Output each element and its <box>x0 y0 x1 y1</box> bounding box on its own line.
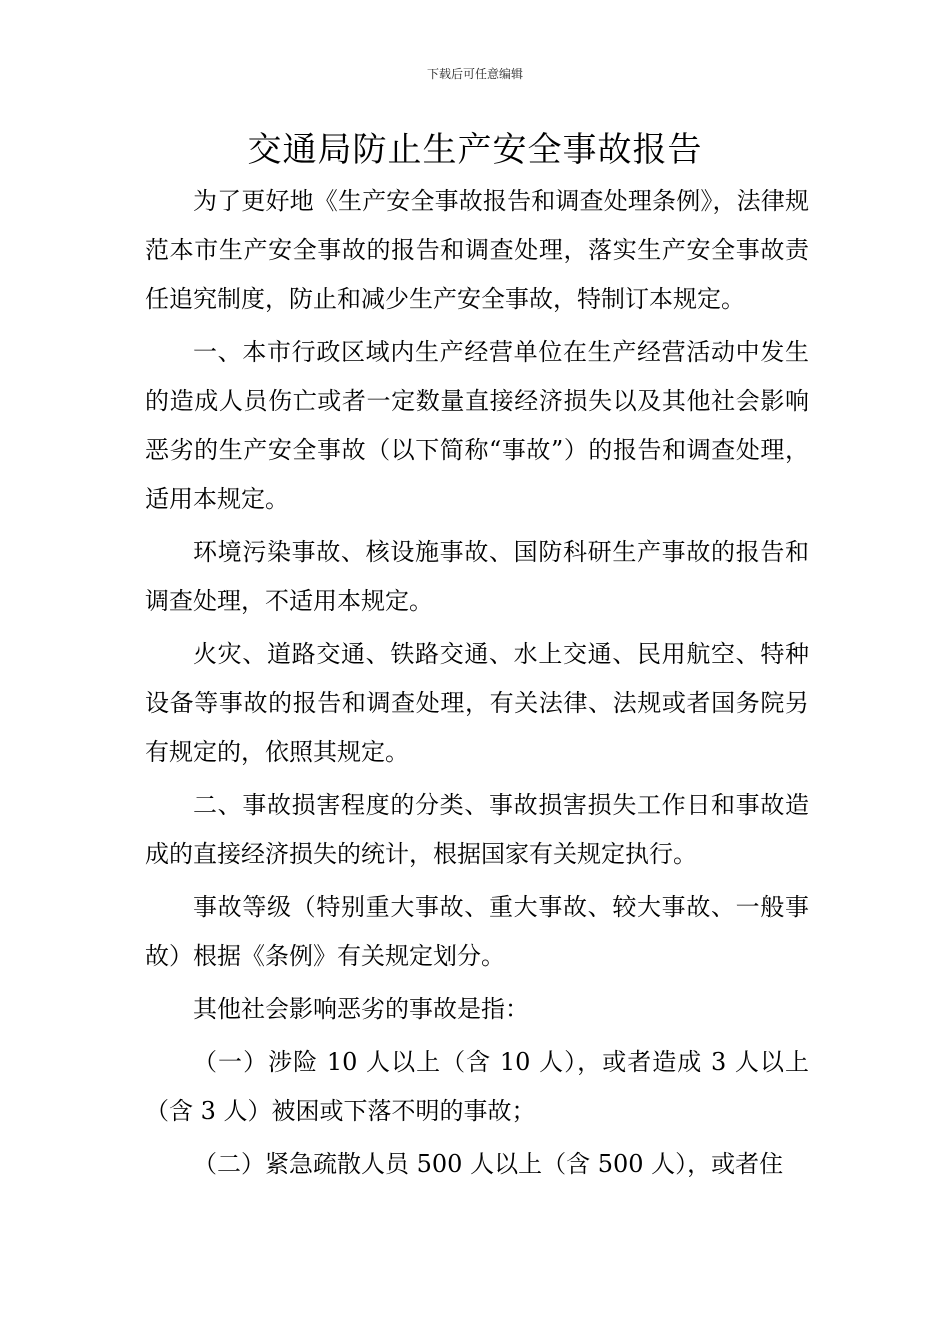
header-note: 下载后可任意编辑 <box>426 67 523 81</box>
paragraph-special-regulations: 火灾、道路交通、铁路交通、水上交通、民用航空、特种设备等事故的报告和调查处理，有关法律、法规或者国务院另有规定的，依照其规定。 <box>145 640 809 766</box>
paragraph-scope: 一、本市行政区域内生产经营单位在生产经营活动中发生的造成人员伤亡或者一定数量直接经济损失以及其他社会影响恶劣的生产安全事故（以下简称“事故”）的报告和调查处理，适用本规定。 <box>145 338 809 513</box>
list-item-2: （二）紧急疏散人员 500 人以上（含 500 人），或者住 <box>193 1150 784 1178</box>
paragraph-exclusions: 环境污染事故、核设施事故、国防科研生产事故的报告和调查处理，不适用本规定。 <box>145 538 809 615</box>
paragraph-other-accidents: 其他社会影响恶劣的事故是指： <box>193 995 529 1023</box>
list-item-1: （一）涉险 10 人以上（含 10 人），或者造成 3 人以上（含 3 人）被困或下落不明的事故； <box>145 1048 809 1125</box>
paragraph-intro: 为了更好地《生产安全事故报告和调查处理条例》，法律规范本市生产安全事故的报告和调查处理，落实生产安全事故责任追究制度，防止和减少生产安全事故，特制订本规定。 <box>145 187 809 313</box>
document-title: 交通局防止生产安全事故报告 <box>247 130 703 170</box>
paragraph-accident-levels: 事故等级（特别重大事故、重大事故、较大事故、一般事故）根据《条例》有关规定划分。 <box>145 893 809 970</box>
paragraph-loss-statistics: 二、事故损害程度的分类、事故损害损失工作日和事故造成的直接经济损失的统计，根据国家有关规定执行。 <box>145 791 809 868</box>
document-body <box>145 177 809 1193</box>
